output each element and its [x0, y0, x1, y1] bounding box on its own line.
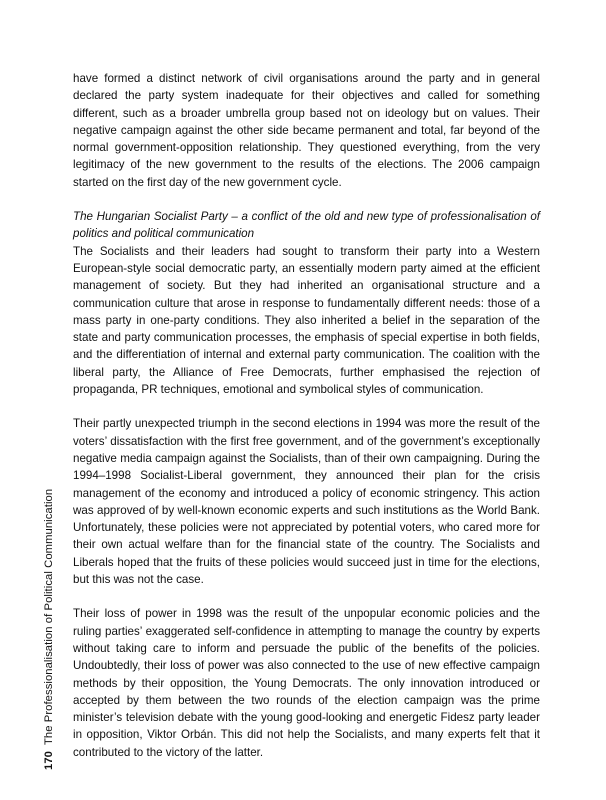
main-text [73, 70, 540, 761]
paragraph-1: have formed a distinct network of civil organisations around the party and in general declared the party system inadequate for their objectives and called for something different, such as a broader umbrella group based not on ideology but on values. Their negative campaign against the other side became permanent and total, far beyond of the normal government-opposition relationship. They questioned everything, from the very legitimacy of the new government to the results of the elections. The 2006 campaign started on the first day of the new government cycle. [73, 72, 540, 189]
paragraph-3: Their partly unexpected triumph in the second elections in 1994 was more the result of the voters’ dissatisfaction with the first free government, and of the government’s exceptionally negative media campaign against the Socialists, than of their own campaigning. During the 1994–1998 Socialist-Liberal government, they announced their plan for the crisis management of the economy and introduced a policy of economic stringency. This action was approved of by well-known economic experts and such institutions as the World Bank. Unfortunately, these policies were not appreciated by potential voters, who cared more for their own actual welfare than for the financial state of the country. The Socialists and Liberals hoped that the fruits of these policies would succeed just in time for the elections, but this was not the case. [73, 417, 540, 587]
running-title: The Professionalisation of Political Communication [43, 488, 55, 746]
paragraph-2: The Socialists and their leaders had sought to transform their party into a Western European-style social democratic party, an essentially modern party aimed at the efficient management of society. But they had inherited an organisational structure and a communication culture that arose in response to fundamentally different needs: those of a mass party in one-party conditions. They also inherited a belief in the separation of the state and party communication processes, the emphasis of special expertise in both fields, and the differentiation of internal and external party communication. The coalition with the liberal party, the Alliance of Free Democrats, further emphasised the rejection of propaganda, PR techniques, emotional and symbolical styles of communication. [73, 244, 540, 397]
paragraph-4: Their loss of power in 1998 was the result of the unpopular economic policies and the ruling parties’ exaggerated self-confidence in attempting to manage the country by experts without taking care to inform and persuade the public of the benefits of the policies. Undoubtedly, their loss of power was also connected to the use of new effective campaign methods by their opposition, the Young Democrats. The only innovation introduced or accepted by them between the two rounds of the election campaign was the prime minister’s television debate with the young good-looking and energetic Fidesz party leader in opposition, Viktor Orbán. This did not help the Socialists, and many experts felt that it contributed to the victory of the latter. [73, 607, 540, 759]
page-number: 170 [43, 751, 55, 770]
running-header [43, 489, 55, 770]
section-subheading: The Hungarian Socialist Party – a conflict of the old and new type of professionalisation of politics and political communication [73, 210, 540, 241]
